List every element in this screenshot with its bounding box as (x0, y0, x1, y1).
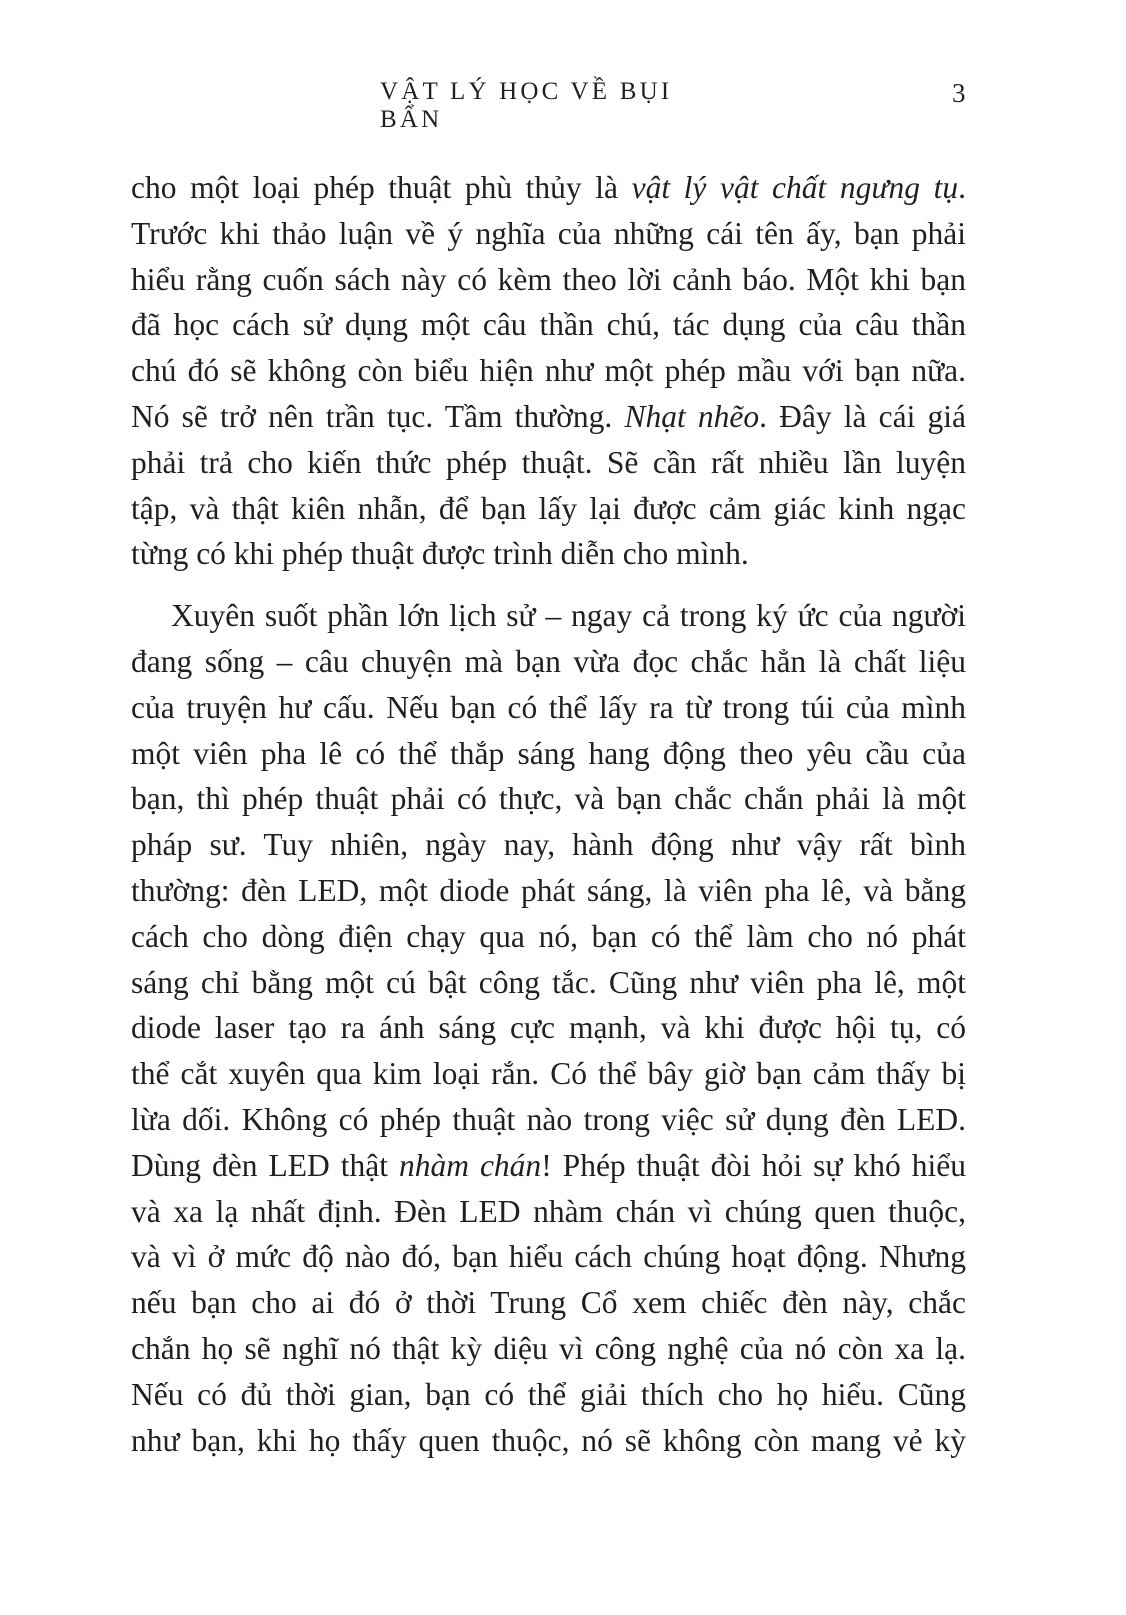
running-title: VẬT LÝ HỌC VỀ BỤI BẨN (380, 78, 673, 133)
text-run: cho một loại phép thuật phù thủy là (131, 170, 632, 205)
text-line (131, 639, 966, 685)
text-run: hiểu rằng cuốn sách này có kèm theo lời cảnh báo. Một khi bạn (131, 261, 966, 297)
italic-text: vật lý vật chất ngưng tụ (631, 170, 959, 205)
text-run: và vì ở mức độ nào đó, bạn hiểu cách chúng hoạt động. Nhưng (131, 1239, 966, 1275)
text-line (131, 1234, 966, 1280)
text-run: sáng chỉ bằng một cú bật công tắc. Cũng như viên pha lê, một (131, 964, 966, 1000)
text-run: phải trả cho kiến thức phép thuật. Sẽ cần rất nhiều lần luyện (131, 444, 966, 480)
text-run: chú đó sẽ không còn biểu hiện như một phép mầu với bạn nữa. (131, 353, 966, 389)
text-line (131, 685, 966, 731)
paragraph (131, 165, 966, 577)
text-run: đã học cách sử dụng một câu thần chú, tác dụng của câu thần (131, 307, 966, 343)
text-line (131, 868, 966, 914)
paragraph (131, 593, 966, 1463)
text-line (131, 1097, 966, 1143)
text-line (131, 822, 966, 868)
text-run: một viên pha lê có thể thắp sáng hang động theo yêu cầu của (131, 735, 966, 771)
text-line (131, 1418, 966, 1464)
text-line (131, 257, 966, 303)
text-run: của truyện hư cấu. Nếu bạn có thể lấy ra từ trong túi của mình (131, 689, 966, 725)
text-run: bạn, thì phép thuật phải có thực, và bạn chắc chắn phải là một (131, 781, 966, 817)
text-run: đang sống – câu chuyện mà bạn vừa đọc chắc hẳn là chất liệu (131, 643, 966, 679)
text-line (131, 394, 966, 440)
text-line (131, 776, 966, 822)
text-run: pháp sư. Tuy nhiên, ngày nay, hành động như vậy rất bình (131, 827, 966, 863)
text-line (131, 731, 966, 777)
text-run: Nếu có đủ thời gian, bạn có thể giải thích cho họ hiểu. Cũng (131, 1376, 966, 1412)
text-run: từng có khi phép thuật được trình diễn cho mình. (131, 536, 749, 572)
text-line (131, 960, 966, 1006)
text-run: ! Phép thuật đòi hỏi sự khó hiểu (541, 1147, 966, 1183)
text-line (131, 165, 966, 211)
text-run: Trước khi thảo luận về ý nghĩa của những cái tên ấy, bạn phải (131, 215, 966, 251)
text-line (131, 1005, 966, 1051)
text-line (131, 486, 966, 532)
body-text (131, 165, 966, 1463)
text-line (131, 914, 966, 960)
text-run: cách cho dòng điện chạy qua nó, bạn có thể làm cho nó phát (131, 918, 966, 954)
italic-text: Nhạt nhẽo (624, 398, 760, 434)
text-run: . Đây là cái giá (759, 398, 966, 434)
text-run: thường: đèn LED, một diode phát sáng, là viên pha lê, và bằng (131, 872, 966, 908)
text-run: nếu bạn cho ai đó ở thời Trung Cổ xem chiếc đèn này, chắc (131, 1285, 966, 1321)
page-number: 3 (952, 78, 966, 108)
text-line (131, 348, 966, 394)
text-line (131, 1051, 966, 1097)
text-line (131, 1189, 966, 1235)
text-line (131, 531, 966, 577)
text-line (131, 593, 966, 639)
text-line (131, 1372, 966, 1418)
text-run: lừa dối. Không có phép thuật nào trong việc sử dụng đèn LED. (131, 1101, 966, 1137)
text-run: diode laser tạo ra ánh sáng cực mạnh, và khi được hội tụ, có (131, 1010, 966, 1046)
text-run: và xa lạ nhất định. Đèn LED nhàm chán vì chúng quen thuộc, (131, 1193, 966, 1229)
text-line (131, 211, 966, 257)
text-run: như bạn, khi họ thấy quen thuộc, nó sẽ không còn mang vẻ kỳ (131, 1422, 966, 1458)
text-run: tập, và thật kiên nhẫn, để bạn lấy lại được cảm giác kinh ngạc (131, 490, 966, 526)
text-run: . (958, 170, 966, 205)
text-line (131, 1143, 966, 1189)
text-line (131, 1326, 966, 1372)
italic-text: nhàm chán (398, 1147, 542, 1183)
text-line (131, 302, 966, 348)
running-head (0, 78, 1126, 133)
text-line (131, 1280, 966, 1326)
text-run: Nó sẽ trở nên trần tục. Tầm thường. (131, 398, 625, 434)
text-run: chắn họ sẽ nghĩ nó thật kỳ diệu vì công nghệ của nó còn xa lạ. (131, 1330, 966, 1366)
text-line (131, 440, 966, 486)
text-run: Dùng đèn LED thật (131, 1147, 399, 1183)
text-run: Xuyên suốt phần lớn lịch sử – ngay cả trong ký ức của người (171, 598, 966, 634)
text-run: thể cắt xuyên qua kim loại rắn. Có thể bây giờ bạn cảm thấy bị (131, 1056, 966, 1092)
